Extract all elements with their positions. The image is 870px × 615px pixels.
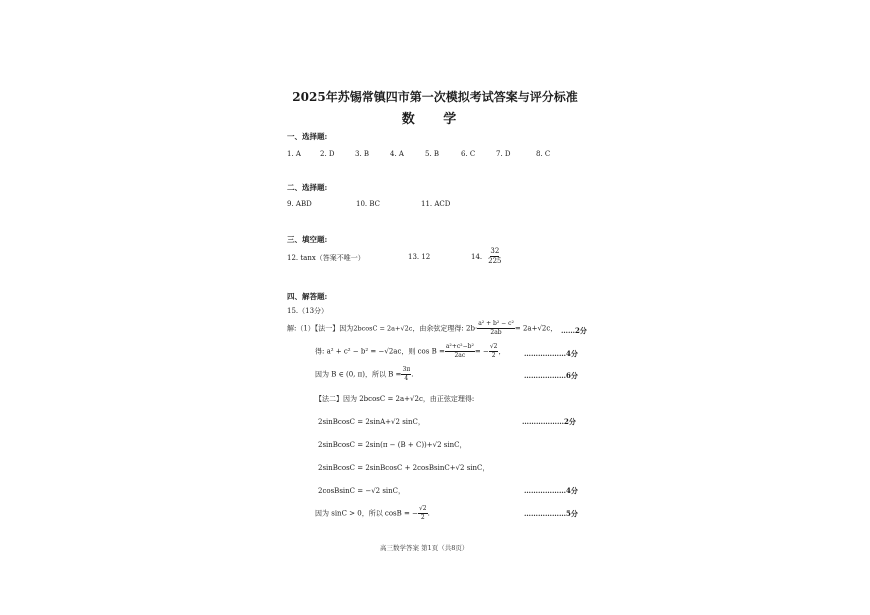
page-footer: 高三数学答案 第1页（共8页） — [380, 544, 469, 552]
solution-line-8: 2cosBsinC = −√2 sinC， — [318, 487, 406, 495]
score-line-9: ………………5分 — [524, 509, 578, 518]
fraction-denominator: 2ab — [490, 329, 502, 336]
line3-fraction — [401, 366, 414, 383]
solution-line-7: 2sinBcosC = 2sinBcosC + 2cosBsinC+√2 sinC， — [318, 464, 490, 472]
fraction-numerator: a²+c²−b² — [445, 343, 474, 350]
section1-answer-4: 4. A — [390, 150, 404, 158]
line2-tail: ， — [498, 347, 506, 356]
fraction-numerator: √2 — [489, 343, 498, 350]
solution-line-3 — [315, 366, 413, 383]
fraction-denominator: 4 — [404, 375, 409, 382]
fraction-denominator: 225 — [488, 257, 502, 265]
subject-title: 数 学 — [401, 112, 469, 127]
solution-line-1 — [287, 320, 557, 337]
line3-prefix: 因为 B ∈ (0, π)，所以 B = — [315, 370, 402, 379]
section3-answer-12: 12. tanx（答案不唯一） — [287, 254, 365, 262]
section2-heading: 二、选择题: — [287, 183, 328, 192]
score-line-5: ………………2分 — [522, 417, 576, 426]
section1-answer-8: 8. C — [536, 150, 551, 158]
solution-line-2 — [315, 343, 505, 360]
line2-equals: = − — [474, 347, 489, 356]
solution-line-9 — [315, 505, 430, 522]
score-line-2: ………………4分 — [524, 349, 578, 358]
section3-answer-13: 13. 12 — [408, 253, 431, 261]
line1-tail: = 2a+√2c， — [514, 324, 558, 333]
solution-line-5: 2sinBcosC = 2sinA+√2 sinC， — [318, 418, 425, 426]
line2-fraction — [445, 343, 475, 360]
line2-prefix: 得: a² + c² − b² = −√2ac，则 cos B = — [315, 347, 445, 356]
line1-prefix: 解:（1）【法一】因为 — [287, 324, 354, 333]
section1-answer-6: 6. C — [461, 150, 476, 158]
section1-answer-3: 3. B — [355, 150, 370, 158]
line9-fraction — [418, 505, 428, 522]
section4-heading: 四、解答题: — [287, 292, 328, 301]
line1-condition: 2bcosC = 2a+√2c — [353, 324, 413, 333]
section1-answer-2: 2. D — [320, 150, 335, 158]
line9-prefix: 因为 sinC > 0，所以 cosB = − — [315, 509, 418, 518]
score-line-1: ……2分 — [561, 326, 587, 335]
fraction-numerator: a² + b² − c² — [478, 320, 514, 327]
section2-answer-10: 10. BC — [356, 200, 380, 208]
section2-answer-11: 11. ACD — [421, 200, 451, 208]
section3-answer-14 — [471, 247, 502, 266]
line9-tail: . — [427, 509, 430, 518]
solution-line-6: 2sinBcosC = 2sin(π − (B + C))+√2 sinC， — [318, 441, 467, 449]
line3-tail: . — [411, 370, 414, 379]
page-title: 2025年苏锡常镇四市第一次模拟考试答案与评分标准 — [292, 90, 578, 104]
section1-heading: 一、选择题: — [287, 132, 328, 141]
fraction-numerator: 32 — [490, 247, 500, 255]
answer-14-label: 14. — [471, 252, 483, 261]
section1-answer-5: 5. B — [425, 150, 440, 158]
fraction-denominator: 2ac — [454, 352, 466, 359]
fraction-denominator: 2 — [491, 352, 496, 359]
section1-answer-1: 1. A — [287, 150, 301, 158]
section1-answer-7: 7. D — [496, 150, 511, 158]
fraction-numerator: √2 — [418, 505, 427, 512]
solution-line-4: 【法二】因为 2bcosC = 2a+√2c，由正弦定理得: — [315, 395, 475, 403]
question-15-label: 15.（13分） — [287, 307, 329, 315]
line1-fraction — [477, 320, 515, 337]
score-line-8: ………………4分 — [524, 486, 578, 495]
score-line-3: ………………6分 — [524, 371, 578, 380]
line1-middle: ，由余弦定理得: 2b· — [412, 324, 478, 333]
section2-answer-9: 9. ABD — [287, 200, 312, 208]
answer-14-fraction — [488, 247, 501, 266]
fraction-numerator: 3π — [402, 366, 411, 373]
fraction-denominator: 2 — [420, 514, 425, 521]
section3-heading: 三、填空题: — [287, 235, 328, 244]
